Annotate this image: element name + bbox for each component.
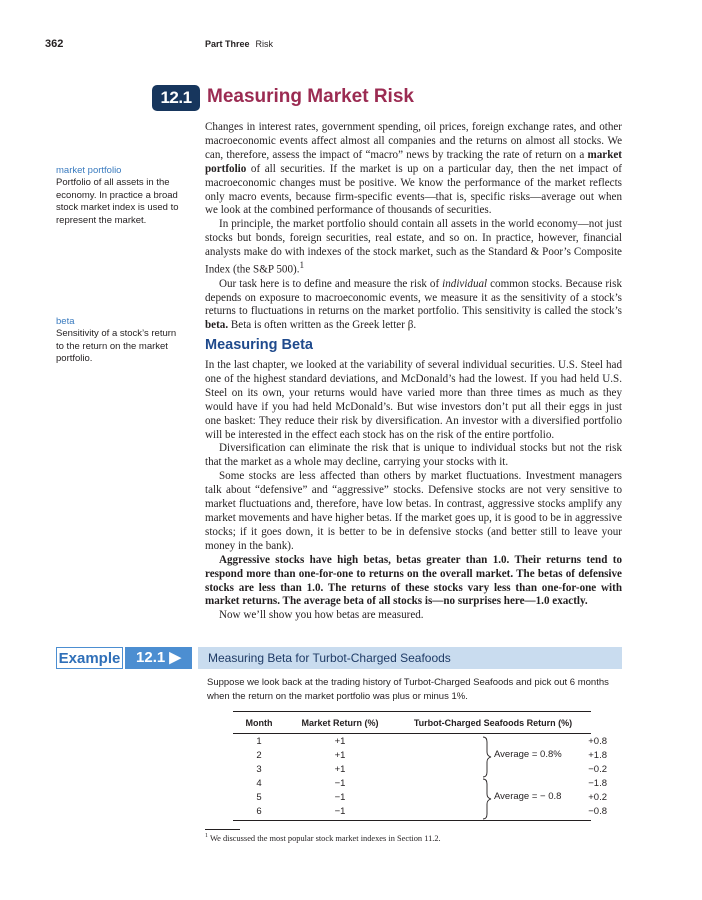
running-head <box>205 39 273 49</box>
margin-definition: Sensitivity of a stock’s return to the return on the market portfolio. <box>56 328 177 365</box>
footnote-rule <box>205 829 240 830</box>
column-header: Market Return (%) <box>301 717 379 728</box>
paragraph: Our task here is to define and measure the risk of individual common stocks. Because risk depends on exposure to macroeconomic events, we measure it as the sensitivity of a stock’s returns to fluctuations in returns on the market portfolio. This sensitivity is called the stock’s beta. Beta is often written as the Greek letter β. <box>205 277 622 332</box>
example-number: 12.1 ▶ <box>125 647 192 669</box>
example-label: Example <box>56 647 123 669</box>
section-title: Measuring Market Risk <box>207 86 414 107</box>
returns-table <box>233 711 607 821</box>
table-row: 3 +1 −0.2 <box>256 764 607 776</box>
paragraph: Now we’ll show you how betas are measured. <box>219 609 424 622</box>
example-intro: Suppose we look back at the trading history of Turbot-Charged Seafoods and pick out 6 months when the return on the market portfolio was plus or minus 1%. <box>207 677 609 702</box>
part-label: Part Three <box>205 39 250 49</box>
key-term: market portfolio <box>205 148 622 175</box>
average-label-down: Average = − 0.8 <box>494 791 562 802</box>
average-label-up: Average = 0.8% <box>494 749 562 760</box>
table-header <box>233 712 591 734</box>
margin-definition: Portfolio of all assets in the economy. In practice a broad stock market index is used to represent the market. <box>56 177 179 226</box>
margin-term: beta <box>56 316 75 327</box>
table-row: 4 −1 −1.8 <box>256 778 607 790</box>
column-header: Turbot-Charged Seafoods Return (%) <box>413 717 573 728</box>
margin-term: market portfolio <box>56 165 122 176</box>
margin-note-beta <box>56 316 186 366</box>
key-term: beta. <box>205 319 229 332</box>
paragraph: Some stocks are less affected than others by market fluctuations. Investment managers talk about “defensive” and “aggressive” stocks. Defensive stocks are not very sensitive to market fluctuations and, therefore, have low betas. In contrast, aggressive stocks amplify any market movements and have higher betas. If the market goes up, it is good to be in aggressive stocks; if it goes down, it is better to be in defensive stocks (and better still to leave your money in the bank). <box>205 470 622 552</box>
footnote: $^1$ We discussed the most popular stock market indexes in Section 11.2. <box>205 833 441 843</box>
footnote-ref[interactable]: 1 <box>299 261 305 272</box>
margin-note-market-portfolio <box>56 165 186 227</box>
paragraph: In principle, the market portfolio should contain all assets in the world economy—not just stocks but bonds, foreign securities, real estate, and so on. In practice, however, financial analysts make do with indexes of the stock market, such as the Standard & Poor’s Composite Index (the S&P 500).$^1$ <box>205 218 622 276</box>
brace-icon <box>482 736 492 820</box>
example-title: Measuring Beta for Turbot-Charged Seafoods <box>198 647 622 669</box>
column-header: Month <box>245 717 273 728</box>
table-row: 6 −1 −0.8 <box>256 805 607 817</box>
paragraph: Changes in interest rates, government spending, oil prices, foreign exchange rates, and other macroeconomic events affect almost all companies and the returns on almost all stocks. We can, therefore, assess the impact of “macro” news by tracking the rate of return on a market portfolio of all securities. If the market is up on a particular day, then the net impact of macroeconomic changes must be positive. We know the performance of the market reflects only macro events, because firm-specific events—that is, specific risks—average out when we look at the combined performance of thousands of securities. <box>205 121 622 217</box>
paragraph: Diversification can eliminate the risk that is unique to individual stocks but not the risk that the market as a whole may decline, carrying your stocks with it. <box>205 442 622 469</box>
table-row: 5 −1 +0.2 <box>256 792 607 803</box>
paragraph: In the last chapter, we looked at the variability of several individual securities. U.S. Steel had one of the highest standard deviations, and McDonald’s had the lowest. If you had held U.S. Steel on its own, your returns would have varied more than three times as much as they would have if you had held McDonald’s. But wise investors don’t put all their eggs in just one basket: They reduce their risk by diversification. An investor with a diversified portfolio will be interested in the effect each stock has on the risk of the entire portfolio. <box>205 359 622 441</box>
part-title: Risk <box>255 39 274 49</box>
section-number-badge: 12.1 <box>152 85 200 111</box>
table-row: 1 +1 +0.8 <box>256 736 607 748</box>
paragraph: Aggressive stocks have high betas, betas greater than 1.0. Their returns tend to respond more than one-for-one to returns on the overall market. The betas of defensive stocks are less than 1.0. The returns of these stocks vary less than one-for-one with market returns. The average beta of all stocks is—no surprises here—1.0 exactly. <box>205 553 622 608</box>
subsection-heading: Measuring Beta <box>205 337 313 353</box>
table-row: 2 +1 +1.8 <box>256 750 607 762</box>
intro-text <box>205 121 622 333</box>
measuring-beta-text <box>205 359 622 623</box>
page-number: 362 <box>45 38 64 50</box>
